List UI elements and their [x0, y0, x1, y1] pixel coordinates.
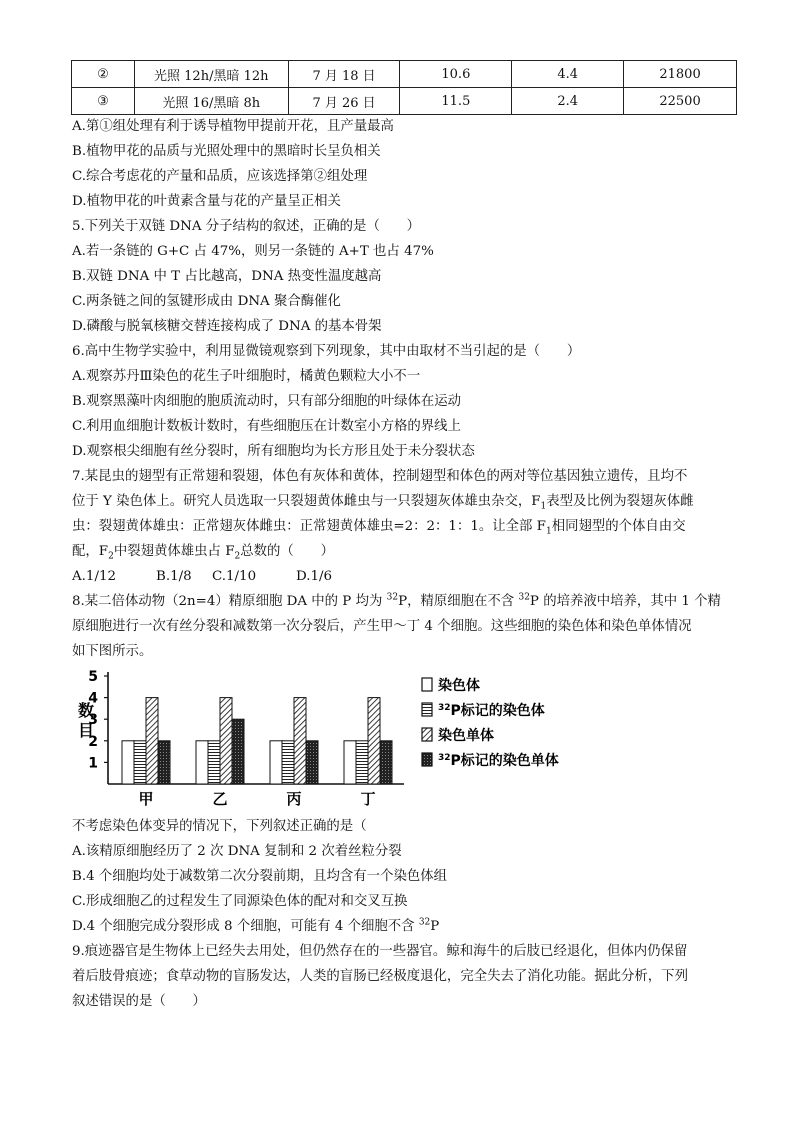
table-cell-date: 7 月 26 日 [288, 88, 400, 115]
q8-text: D.4 个细胞完成分裂形成 8 个细胞，可能有 4 个细胞不含 [72, 919, 419, 934]
y-tick-label: 4 [88, 690, 98, 707]
q8-stem-line3: 如下图所示。 [72, 644, 153, 659]
q8-text: P [430, 919, 440, 934]
q5-option-b: B.双链 DNA 中 T 占比越高，DNA 热变性温度越高 [72, 269, 382, 284]
q9-stem-line2: 着后肢骨痕迹；食草动物的盲肠发达，人类的盲肠已经极度退化，完全失去了消化功能。据此分析，下列 [72, 969, 688, 984]
bar [306, 741, 318, 784]
q8-text: P，精原细胞在不含 [398, 594, 519, 609]
q4-option-c: C.综合考虑花的产量和品质，应该选择第②组处理 [72, 169, 368, 184]
y-axis-label: 数 [78, 701, 95, 720]
table-cell-value: 21800 [624, 61, 737, 88]
q5-option-c: C.两条链之间的氢键形成由 DNA 聚合酶催化 [72, 294, 341, 309]
q5-option-a: A.若一条链的 G+C 占 47%，则另一条链的 A+T 也占 47% [72, 244, 434, 259]
table-cell-value: 2.4 [512, 88, 624, 115]
q5-option-d: D.磷酸与脱氧核糖交替连接构成了 DNA 的基本骨架 [72, 319, 382, 334]
q4-option-b: B.植物甲花的品质与光照处理中的黑暗时长呈负相关 [72, 144, 381, 159]
q7-options [72, 564, 732, 589]
q9-stem-line1: 9.痕迹器官是生物体上已经失去用处，但仍然存在的一些器官。鲸和海牛的后肢已经退化，但体内仍保留 [72, 944, 688, 959]
table-cell-treatment: 光照 12h/黑暗 12h [134, 61, 288, 88]
bar [344, 741, 356, 784]
q7-text: 总数的（ ） [240, 544, 334, 559]
y-tick-label: 1 [88, 755, 98, 772]
q7-subscript: 2 [108, 551, 114, 562]
bar [270, 741, 282, 784]
q8-option-b: B.4 个细胞均处于减数第二次分裂前期，且均含有一个染色体组 [72, 869, 448, 884]
question-text [72, 114, 732, 1014]
q4-option-d: D.植物甲花的叶黄素含量与花的产量呈正相关 [72, 194, 341, 209]
y-tick-label: 3 [88, 712, 98, 729]
q7-text: 相同翅型的个体自由交 [551, 519, 686, 534]
legend-label: 染色体 [438, 678, 480, 694]
bar [220, 698, 232, 784]
table-row [72, 61, 737, 88]
table-cell-value: 10.6 [400, 61, 512, 88]
category-label: 乙 [212, 790, 228, 808]
q8-option-d [72, 914, 732, 939]
bar-chart [72, 664, 732, 814]
q8-option-c: C.形成细胞乙的过程发生了同源染色体的配对和交叉互换 [72, 894, 408, 909]
q8-stem-line1 [72, 589, 732, 614]
y-axis-label: 目 [78, 721, 95, 740]
q7-option-c: C.1/10 [212, 569, 257, 584]
table-cell-value: 11.5 [400, 88, 512, 115]
q6-option-d: D.观察根尖细胞有丝分裂时，所有细胞均为长方形且处于未分裂状态 [72, 444, 475, 459]
bar [122, 741, 134, 784]
legend-label: 染色单体 [438, 728, 494, 744]
q7-option-a: A.1/12 [72, 569, 116, 584]
legend-swatch [422, 753, 432, 766]
q7-stem-line4 [72, 539, 732, 564]
q7-subscript: 1 [545, 526, 552, 537]
q7-text: 表型及比例为裂翅灰体雌 [546, 494, 694, 509]
bar [232, 719, 244, 784]
bar [146, 698, 158, 784]
bar [356, 741, 368, 784]
q8-option-a: A.该精原细胞经历了 2 次 DNA 复制和 2 次着丝粒分裂 [72, 844, 402, 859]
q6-option-a: A.观察苏丹Ⅲ染色的花生子叶细胞时，橘黄色颗粒大小不一 [72, 369, 421, 384]
bar [196, 741, 208, 784]
bar [282, 741, 294, 784]
q8-text: P 的培养液中培养，其中 1 个精 [529, 594, 721, 609]
q7-stem-line2 [72, 489, 732, 514]
y-tick-label: 5 [88, 669, 98, 685]
q5-stem: 5.下列关于双链 DNA 分子结构的叙述，正确的是（ ） [72, 219, 421, 234]
bar [134, 741, 146, 784]
q7-option-b: B.1/8 [156, 569, 192, 584]
legend-label: $^{32}$P标记的染色体 [438, 703, 545, 719]
legend-swatch [422, 678, 432, 691]
category-label: 甲 [138, 790, 154, 808]
q8-superscript: 32 [386, 592, 399, 603]
q7-text: 中裂翅黄体雄虫占 F [113, 544, 235, 559]
table-cell-group: ③ [72, 88, 135, 115]
table-cell-treatment: 光照 16/黑暗 8h [134, 88, 288, 115]
q8-text: 8.某二倍体动物（2n=4）精原细胞 DA 中的 P 均为 [72, 594, 387, 609]
table-cell-value: 22500 [624, 88, 737, 115]
q8-superscript: 32 [518, 592, 530, 603]
q7-option-d: D.1/6 [296, 569, 333, 584]
bar [294, 698, 306, 784]
q6-option-b: B.观察黑藻叶肉细胞的胞质流动时，只有部分细胞的叶绿体在运动 [72, 394, 462, 409]
category-label: 丙 [286, 790, 302, 808]
bar [368, 698, 380, 784]
q9-stem-line3: 叙述错误的是（ ） [72, 994, 206, 1009]
q7-text: 虫：裂翅黄体雄虫：正常翅灰体雌虫：正常翅黄体雄虫=2：2：1：1。让全部 F [72, 519, 546, 534]
q4-option-a: A.第①组处理有利于诱导植物甲提前开花，且产量最高 [72, 119, 394, 134]
bar [208, 741, 220, 784]
table-cell-date: 7 月 18 日 [288, 61, 400, 88]
q7-stem-line3 [72, 514, 732, 539]
q7-text: 配，F [72, 544, 109, 559]
q8-superscript: 32 [418, 917, 431, 928]
legend-swatch [422, 728, 432, 741]
legend-swatch [422, 703, 432, 716]
table-cell-value: 4.4 [512, 61, 624, 88]
q7-subscript: 2 [234, 551, 241, 562]
q7-text: 位于 Y 染色体上。研究人员选取一只裂翅黄体雌虫与一只裂翅灰体雄虫杂交，F [72, 494, 541, 509]
bar [380, 741, 392, 784]
legend-label: $^{32}$P标记的染色单体 [438, 753, 559, 769]
q8-stem-line2: 原细胞进行一次有丝分裂和减数第一次分裂后，产生甲～丁 4 个细胞。这些细胞的染色体和染色单体情况 [72, 619, 692, 634]
category-label: 丁 [360, 790, 376, 808]
q8-prompt: 不考虑染色体变异的情况下，下列叙述正确的是（ [72, 819, 367, 834]
y-tick-label: 2 [88, 733, 98, 750]
q7-stem-line1: 7.某昆虫的翅型有正常翅和裂翅，体色有灰体和黄体，控制翅型和体色的两对等位基因独立遗传，且均不 [72, 469, 688, 484]
q7-subscript: 1 [540, 501, 547, 512]
table-row [72, 88, 737, 115]
chart-container [72, 664, 732, 814]
table-cell-group: ② [72, 61, 135, 88]
bar [158, 741, 170, 784]
q6-stem: 6.高中生物学实验中，利用显微镜观察到下列现象，其中由取材不当引起的是（ ） [72, 344, 581, 359]
results-table [71, 60, 737, 115]
q6-option-c: C.利用血细胞计数板计数时，有些细胞压在计数室小方格的界线上 [72, 419, 461, 434]
